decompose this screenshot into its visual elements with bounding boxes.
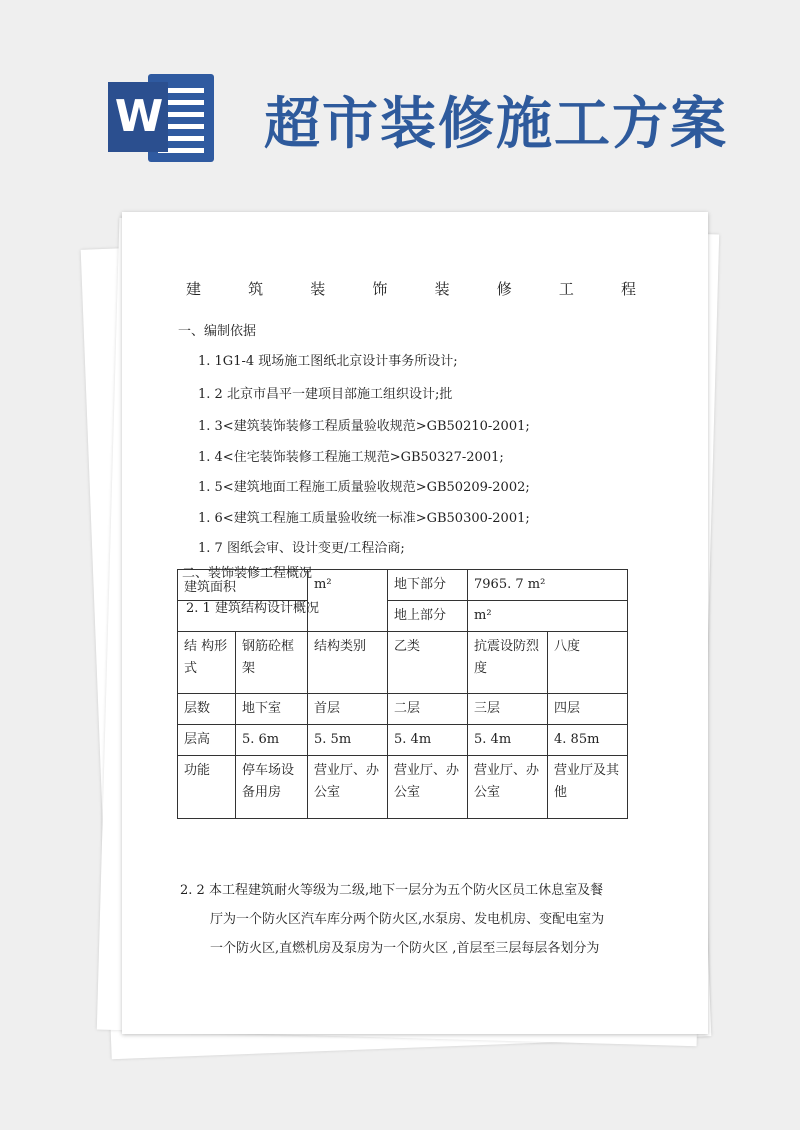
table-cell: 二层 <box>388 694 468 725</box>
paragraph-first-line: 2. 2 本工程建筑耐火等级为二级,地下一层分为五个防火区员工休息室及餐 <box>180 883 604 898</box>
list-item: 1. 1G1-4 现场施工图纸北京设计事务所设计; <box>198 354 458 369</box>
banner-header <box>0 0 800 200</box>
paragraph <box>180 876 632 963</box>
table-cell: 停车场设备用房 <box>236 756 308 819</box>
table-cell: 5. 5m <box>308 725 388 756</box>
subsection-heading: 2. 1 建筑结构设计概况 <box>186 601 319 616</box>
table-cell: 八度 <box>548 632 628 694</box>
list-item: 1. 5<建筑地面工程施工质量验收规范>GB50209-2002; <box>198 480 530 495</box>
table-cell: 营业厅及其他 <box>548 756 628 819</box>
table-cell: 营业厅、办公室 <box>388 756 468 819</box>
table-cell: m² <box>468 601 628 632</box>
banner-title: 超市装修施工方案 <box>264 91 728 157</box>
table-cell: m² <box>308 570 388 632</box>
table-cell: 地下室 <box>236 694 308 725</box>
area-label-text: 建筑面积 <box>184 580 237 595</box>
table-cell: 乙类 <box>388 632 468 694</box>
table-cell: 钢筋砼框架 <box>236 632 308 694</box>
section-heading: 一、编制依据 <box>178 324 257 339</box>
word-document-icon <box>108 70 216 166</box>
table-cell: 5. 4m <box>388 725 468 756</box>
table-cell: 7965. 7 m² <box>468 570 628 601</box>
table-cell: 结 构形式 <box>178 632 236 694</box>
word-letter: W <box>108 82 168 152</box>
table-cell: 三层 <box>468 694 548 725</box>
table-cell: 首层 <box>308 694 388 725</box>
table-cell: 营业厅、办公室 <box>468 756 548 819</box>
section-heading: 二、装饰装修工程概况 <box>182 566 313 581</box>
table-cell: 5. 4m <box>468 725 548 756</box>
table-cell: 层高 <box>178 725 236 756</box>
list-item: 1. 2 北京市昌平一建项目部施工组织设计;批 <box>198 387 453 402</box>
table-cell: 5. 6m <box>236 725 308 756</box>
table-cell: 4. 85m <box>548 725 628 756</box>
table-cell: 四层 <box>548 694 628 725</box>
list-item: 1. 4<住宅装饰装修工程施工规范>GB50327-2001; <box>198 450 504 465</box>
paragraph-line: 一个防火区,直燃机房及泵房为一个防火区 ,首层至三层每层各划分为 <box>210 941 600 956</box>
paragraph-line: 厅为一个防火区汽车库分两个防火区,水泵房、发电机房、变配电室为 <box>210 912 605 927</box>
list-item: 1. 3<建筑装饰装修工程质量验收规范>GB50210-2001; <box>198 419 530 434</box>
table-cell: 层数 <box>178 694 236 725</box>
table-cell: 营业厅、办公室 <box>308 756 388 819</box>
table-cell: 结构类别 <box>308 632 388 694</box>
list-item: 1. 6<建筑工程施工质量验收统一标准>GB50300-2001; <box>198 511 530 526</box>
table-cell: 抗震设防烈度 <box>468 632 548 694</box>
table-cell: 功能 <box>178 756 236 819</box>
table-cell: 地下部分 <box>388 570 468 601</box>
table-cell: 地上部分 <box>388 601 468 632</box>
document-title: 建 筑 装 饰 装 修 工 程 <box>186 280 636 298</box>
list-item: 1. 7 图纸会审、设计变更/工程洽商; <box>198 541 405 556</box>
